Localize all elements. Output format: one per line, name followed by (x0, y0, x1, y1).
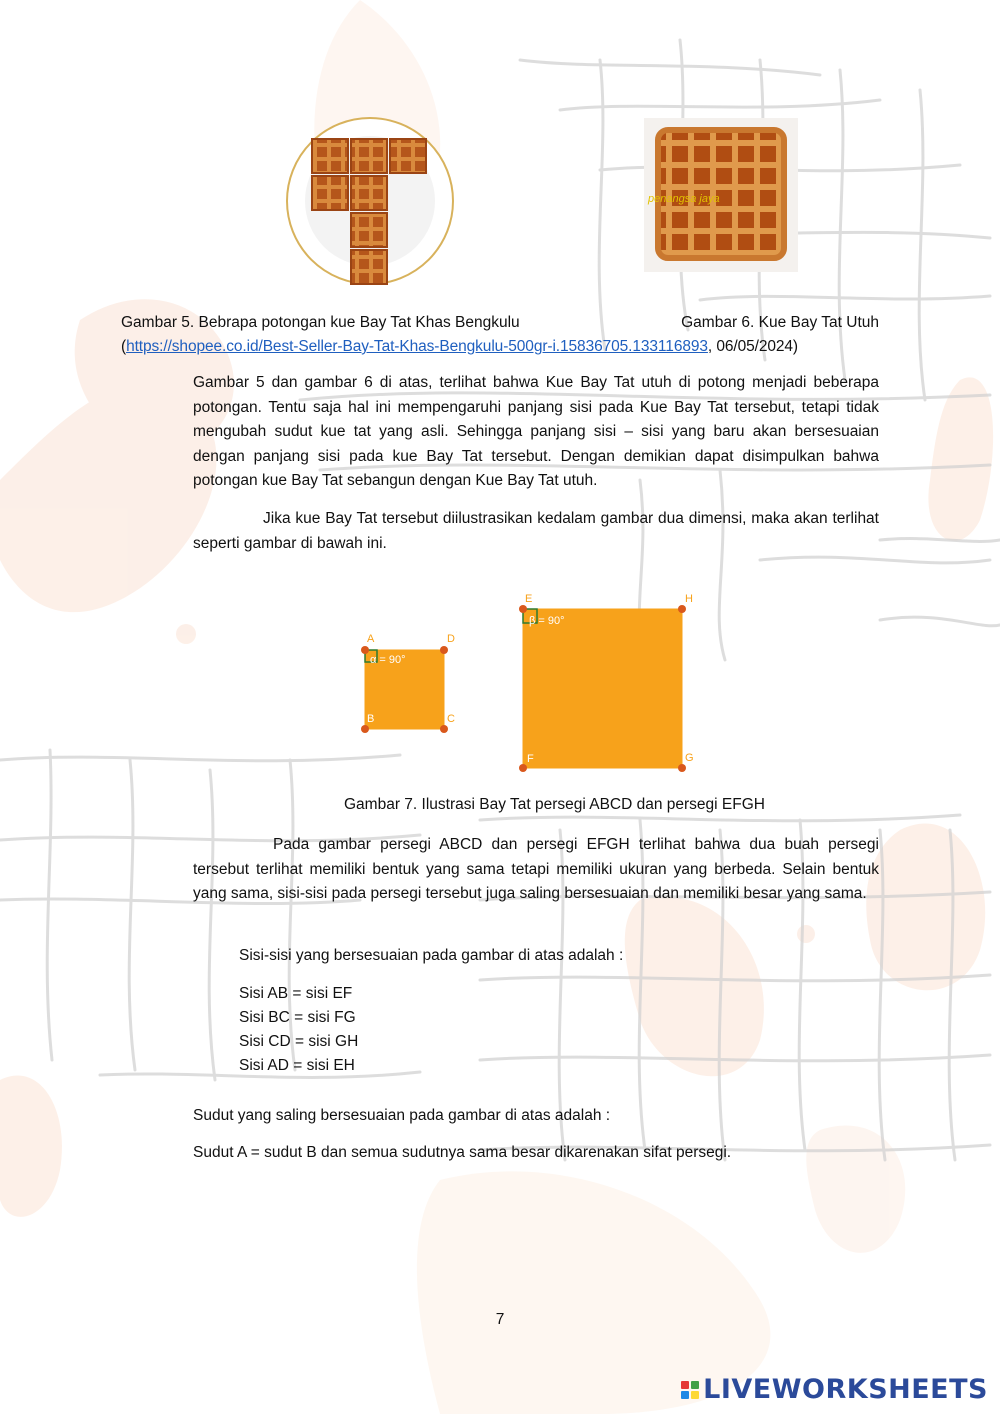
cake-pieces-photo (285, 115, 455, 287)
source-open: ( (121, 338, 127, 355)
side-item: Sisi AD = sisi EH (239, 1057, 355, 1074)
label-h: H (685, 593, 693, 605)
angles-text: Sudut A = sudut B dan semua sudutnya sama besar dikarenakan sifat persegi. (193, 1144, 732, 1161)
angles-intro: Sudut yang saling bersesuaian pada gambar di atas adalah : (193, 1107, 611, 1124)
vertex-e (519, 605, 527, 613)
paragraph-2-text: Jika kue Bay Tat tersebut diilustrasikan kedalam gambar dua dimensi, maka akan terlihat seperti gambar di bawah ini. (193, 510, 879, 552)
side-item: Sisi BC = sisi FG (239, 1009, 356, 1026)
angle-alpha-label: α = 90° (370, 654, 406, 666)
label-b: B (367, 713, 375, 725)
square-efgh-fill (523, 609, 682, 768)
vertex-b (361, 725, 369, 733)
whole-cake-photo (644, 118, 798, 272)
paragraph-3 (193, 833, 879, 907)
label-f: F (527, 753, 534, 765)
square-abcd (361, 633, 455, 733)
figure7-caption: Gambar 7. Ilustrasi Bay Tat persegi ABCD dan persegi EFGH (344, 796, 765, 813)
vertex-h (678, 605, 686, 613)
watermark-text: penangsa jaya (648, 193, 720, 205)
figure-captions (121, 311, 879, 359)
vertex-a (361, 646, 369, 654)
page-number: 7 (495, 1311, 505, 1328)
label-c: C (447, 713, 455, 725)
angle-beta-label: β = 90° (529, 615, 565, 627)
square-efgh (519, 593, 694, 772)
liveworksheets-logo[interactable] (681, 1374, 988, 1405)
paragraph-1: Gambar 5 dan gambar 6 di atas, terlihat bahwa Kue Bay Tat utuh di potong menjadi beberapa potongan. Tentu saja hal ini mempengaruhi panjang sisi pada Kue Bay Tat tersebut, tetapi tidak mengubah sudut kue tat yang asli. Sehingga panjang sisi – sisi yang baru akan bersesuaian dengan panjang sisi pada kue Bay Tat tersebut. Dengan demikian dapat disimpulkan bahwa potongan kue Bay Tat sebangun dengan Kue Bay Tat utuh. (193, 374, 879, 489)
vertex-g (678, 764, 686, 772)
label-e: E (525, 593, 533, 605)
paragraph-3-text: Pada gambar persegi ABCD dan persegi EFGH terlihat bahwa dua buah persegi tersebut terlihat memiliki bentuk yang sama tetapi memiliki ukuran yang berbeda. Selain bentuk yang sama, sisi-sisi pada persegi tersebut juga saling bersesuaian dan memiliki besar yang sama. (193, 836, 879, 902)
vertex-c (440, 725, 448, 733)
sides-intro: Sisi-sisi yang bersesuaian pada gambar di atas adalah : (239, 947, 624, 964)
source-close: , 06/05/2024) (707, 338, 798, 355)
squares-diagram (355, 588, 705, 780)
label-a: A (367, 633, 375, 645)
label-d: D (447, 633, 455, 645)
side-item: Sisi AB = sisi EF (239, 985, 353, 1002)
figure6-caption: Gambar 6. Kue Bay Tat Utuh (681, 314, 879, 331)
liveworksheets-icon (681, 1381, 699, 1399)
liveworksheets-wordmark: LIVEWORKSHEETS (703, 1374, 988, 1405)
vertex-d (440, 646, 448, 654)
label-g: G (685, 752, 694, 764)
source-link[interactable]: https://shopee.co.id/Best-Seller-Bay-Tat-Khas-Bengkulu-500gr-i.15836705.133116893 (126, 338, 708, 355)
paragraph-2 (193, 507, 879, 556)
figure5-caption: Gambar 5. Bebrapa potongan kue Bay Tat Khas Bengkulu (121, 314, 520, 331)
side-item: Sisi CD = sisi GH (239, 1033, 359, 1050)
vertex-f (519, 764, 527, 772)
